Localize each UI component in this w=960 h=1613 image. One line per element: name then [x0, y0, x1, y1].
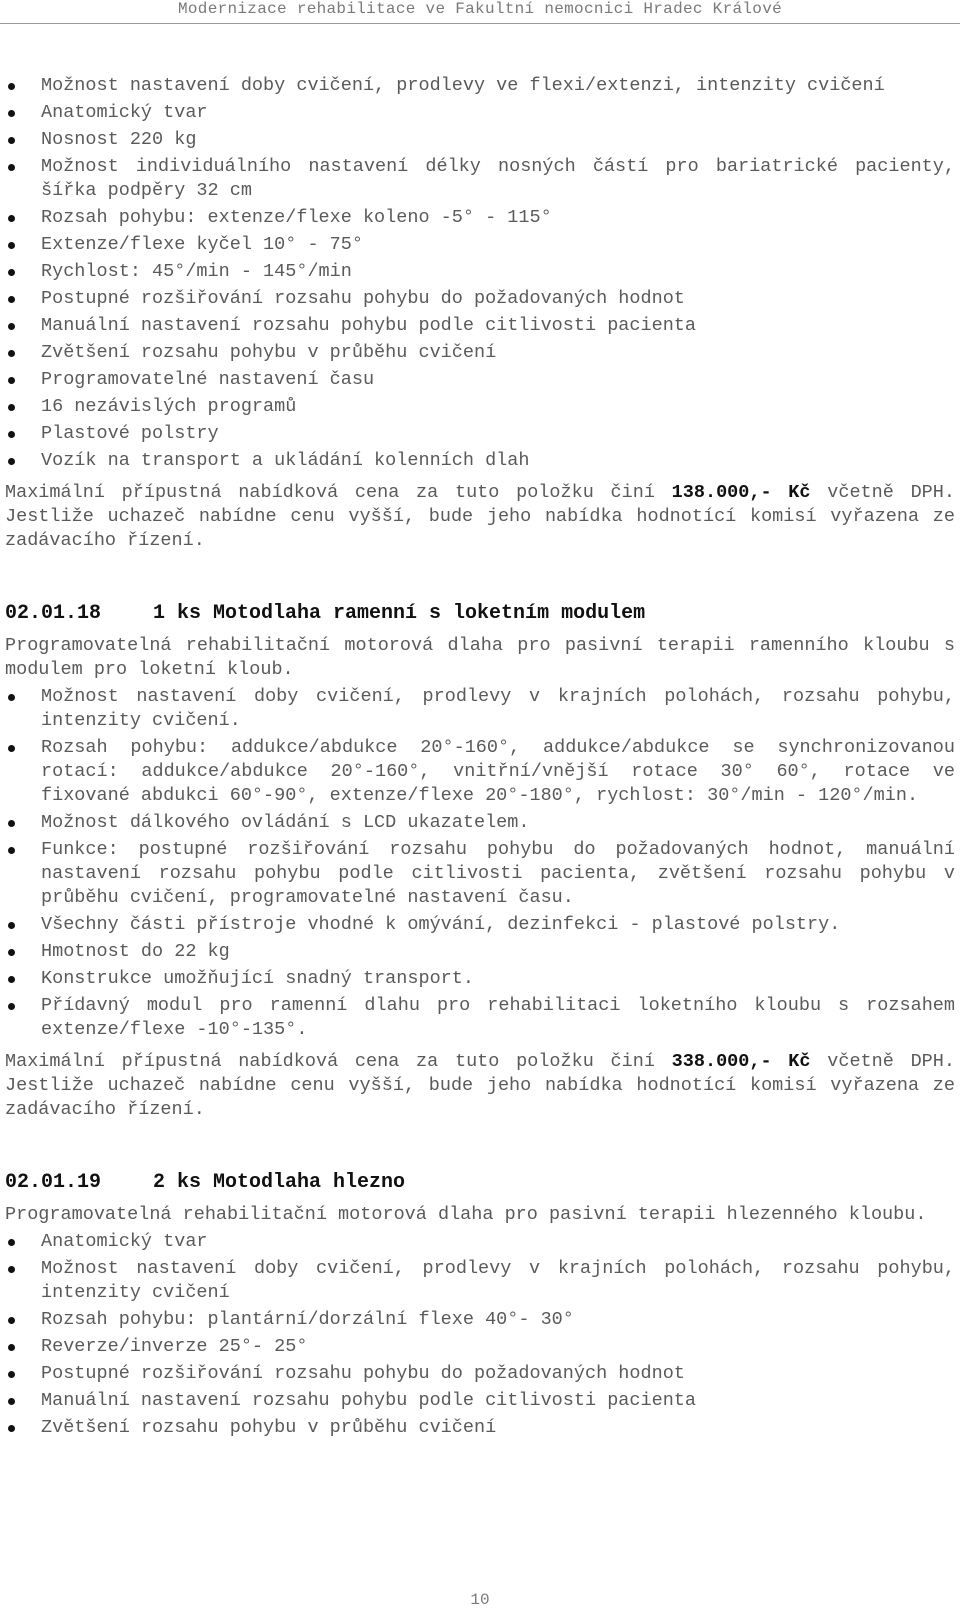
- list-item: Možnost nastavení doby cvičení, prodlevy ve flexi/extenzi, intenzity cvičení: [5, 74, 955, 98]
- price-suffix: včetně DPH. Jestliže uchazeč nabídne cenu vyšší, bude jeho nabídka hodnotící komisí vyřazena ze zadávacího řízení.: [5, 1051, 955, 1120]
- list-item: Zvětšení rozsahu pohybu v průběhu cvičení: [5, 1416, 955, 1440]
- spec-list-shoulder: [5, 685, 955, 1042]
- list-item: Konstrukce umožňující snadný transport.: [5, 967, 955, 991]
- list-item: Hmotnost do 22 kg: [5, 940, 955, 964]
- list-item: Nosnost 220 kg: [5, 128, 955, 152]
- list-item: Programovatelné nastavení času: [5, 368, 955, 392]
- section-heading: [5, 602, 955, 626]
- running-header: Modernizace rehabilitace ve Fakultní nemocnici Hradec Králové: [178, 0, 782, 18]
- header-rule: [0, 23, 960, 24]
- list-item: 16 nezávislých programů: [5, 395, 955, 419]
- price-paragraph: [5, 481, 955, 553]
- price-prefix: Maximální přípustná nabídková cena za tuto položku činí: [5, 1051, 672, 1072]
- section-title: 1 ks Motodlaha ramenní s loketním modulem: [153, 602, 646, 625]
- page-number: 10: [470, 1591, 490, 1609]
- list-item: Funkce: postupné rozšiřování rozsahu pohybu do požadovaných hodnot, manuální nastavení rozsahu pohybu podle citlivosti pacienta, zvětšení rozsahu pohybu v průběhu cvičení, programovatelné nastavení času.: [5, 838, 955, 910]
- list-item: Extenze/flexe kyčel 10° - 75°: [5, 233, 955, 257]
- section-intro: Programovatelná rehabilitační motorová dlaha pro pasivní terapii hlezenného kloubu.: [5, 1204, 927, 1225]
- spec-list-ankle: [5, 1230, 955, 1440]
- list-item: Přídavný modul pro ramenní dlahu pro rehabilitaci loketního kloubu s rozsahem extenze/flexe -10°-135°.: [5, 994, 955, 1042]
- list-item: Možnost dálkového ovládání s LCD ukazatelem.: [5, 811, 955, 835]
- list-item: Vozík na transport a ukládání kolenních dlah: [5, 449, 955, 473]
- price-paragraph: [5, 1050, 955, 1122]
- list-item: Reverze/inverze 25°- 25°: [5, 1335, 955, 1359]
- list-item: Rozsah pohybu: extenze/flexe koleno -5° - 115°: [5, 206, 955, 230]
- price-suffix: včetně DPH. Jestliže uchazeč nabídne cenu vyšší, bude jeho nabídka hodnotící komisí vyřazena ze zadávacího řízení.: [5, 482, 955, 551]
- list-item: Anatomický tvar: [5, 101, 955, 125]
- section-code: 02.01.18: [5, 602, 102, 625]
- section-code: 02.01.19: [5, 1171, 102, 1194]
- list-item: Manuální nastavení rozsahu pohybu podle citlivosti pacienta: [5, 314, 955, 338]
- price-value: 338.000,- Kč: [671, 1051, 811, 1072]
- list-item: Možnost individuálního nastavení délky nosných částí pro bariatrické pacienty, šířka podpěry 32 cm: [5, 155, 955, 203]
- section-heading: [5, 1171, 955, 1195]
- list-item: Rozsah pohybu: plantární/dorzální flexe 40°- 30°: [5, 1308, 955, 1332]
- list-item: Možnost nastavení doby cvičení, prodlevy v krajních polohách, rozsahu pohybu, intenzity cvičení.: [5, 685, 955, 733]
- price-prefix: Maximální přípustná nabídková cena za tuto položku činí: [5, 482, 672, 503]
- list-item: Postupné rozšiřování rozsahu pohybu do požadovaných hodnot: [5, 1362, 955, 1386]
- list-item: Zvětšení rozsahu pohybu v průběhu cvičení: [5, 341, 955, 365]
- spec-list-knee: [5, 74, 955, 473]
- section-title: 2 ks Motodlaha hlezno: [153, 1171, 406, 1194]
- section-intro: Programovatelná rehabilitační motorová dlaha pro pasivní terapii ramenního kloubu s modulem pro loketní kloub.: [5, 635, 955, 680]
- list-item: Postupné rozšiřování rozsahu pohybu do požadovaných hodnot: [5, 287, 955, 311]
- list-item: Všechny části přístroje vhodné k omývání, dezinfekci - plastové polstry.: [5, 913, 955, 937]
- list-item: Rychlost: 45°/min - 145°/min: [5, 260, 955, 284]
- list-item: Plastové polstry: [5, 422, 955, 446]
- list-item: Manuální nastavení rozsahu pohybu podle citlivosti pacienta: [5, 1389, 955, 1413]
- list-item: Anatomický tvar: [5, 1230, 955, 1254]
- document-body: [5, 74, 955, 1443]
- list-item: Možnost nastavení doby cvičení, prodlevy v krajních polohách, rozsahu pohybu, intenzity cvičení: [5, 1257, 955, 1305]
- price-value: 138.000,- Kč: [671, 482, 811, 503]
- list-item: Rozsah pohybu: addukce/abdukce 20°-160°, addukce/abdukce se synchronizovanou rotací: addukce/abdukce 20°-160°, vnitřní/vnější rotace 30° 60°, rotace ve fixované abdukci 60°-90°, extenze/flexe 20°-180°, rychlost: 30°/min - 120°/min.: [5, 736, 955, 808]
